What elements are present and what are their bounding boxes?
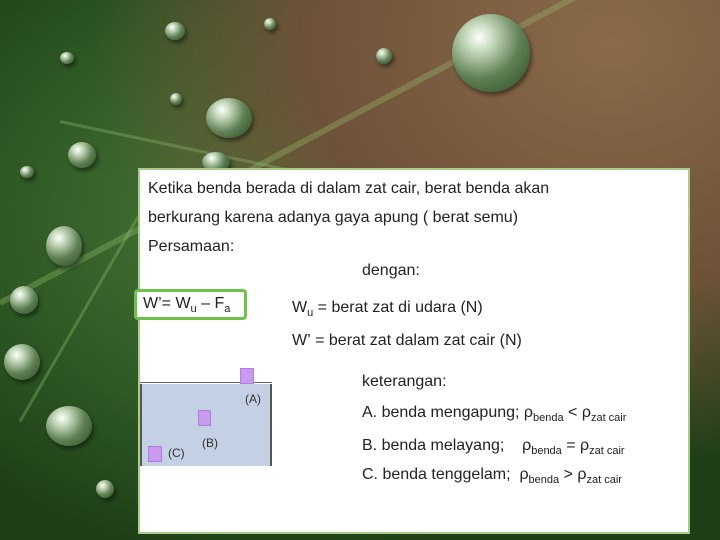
- legend-item: A. benda mengapung; $\rho_{benda} < \rho_{zat cair}$: [362, 404, 627, 425]
- definition-item: W’ = berat zat dalam zat cair (N): [292, 332, 522, 350]
- formula-sub-a: a: [224, 303, 231, 316]
- intro-line-2: berkurang karena adanya gaya apung ( berat semu): [148, 209, 519, 226]
- definition-item: $W_u$ = berat zat di udara (N): [292, 299, 483, 320]
- equation-heading: Persamaan:: [148, 238, 235, 255]
- formula-box: [134, 289, 247, 320]
- water-drop: [46, 226, 82, 266]
- suspended-object: [198, 410, 211, 426]
- formula-op: – F: [196, 295, 225, 312]
- definitions-list: [292, 294, 522, 360]
- legend-item: C. benda tenggelam; $\rho_{benda} > \rho_{zat cair}$: [362, 466, 622, 487]
- water-drop: [452, 14, 530, 92]
- water-drop: [376, 48, 392, 64]
- legend-title: keterangan:: [362, 373, 447, 390]
- water-drop: [165, 22, 185, 40]
- water-drop: [170, 93, 182, 105]
- label-a: (A): [245, 392, 261, 406]
- water-drop: [206, 98, 252, 138]
- sunk-object: [148, 446, 162, 462]
- water-drop: [46, 406, 92, 446]
- formula-lhs: W’= W: [143, 295, 191, 312]
- legend-block: [362, 366, 626, 497]
- label-c: (C): [168, 446, 185, 460]
- water-drop: [264, 18, 276, 30]
- water-drop: [60, 52, 74, 64]
- water-drop: [68, 142, 96, 168]
- dengan-label: dengan:: [362, 262, 420, 279]
- floating-object: [240, 368, 254, 384]
- intro-paragraph: [148, 174, 678, 261]
- water-drop: [10, 286, 38, 314]
- content-panel: [138, 168, 690, 534]
- legend-item: B. benda melayang; $\rho_{benda} = \rho_{zat cair}$: [362, 437, 625, 458]
- label-b: (B): [202, 436, 218, 450]
- water-drop: [96, 480, 114, 498]
- water-drop: [20, 166, 34, 178]
- water-drop: [4, 344, 40, 380]
- formula-sub-u: u: [190, 303, 197, 316]
- intro-line-1: Ketika benda berada di dalam zat cair, berat benda akan: [148, 180, 550, 197]
